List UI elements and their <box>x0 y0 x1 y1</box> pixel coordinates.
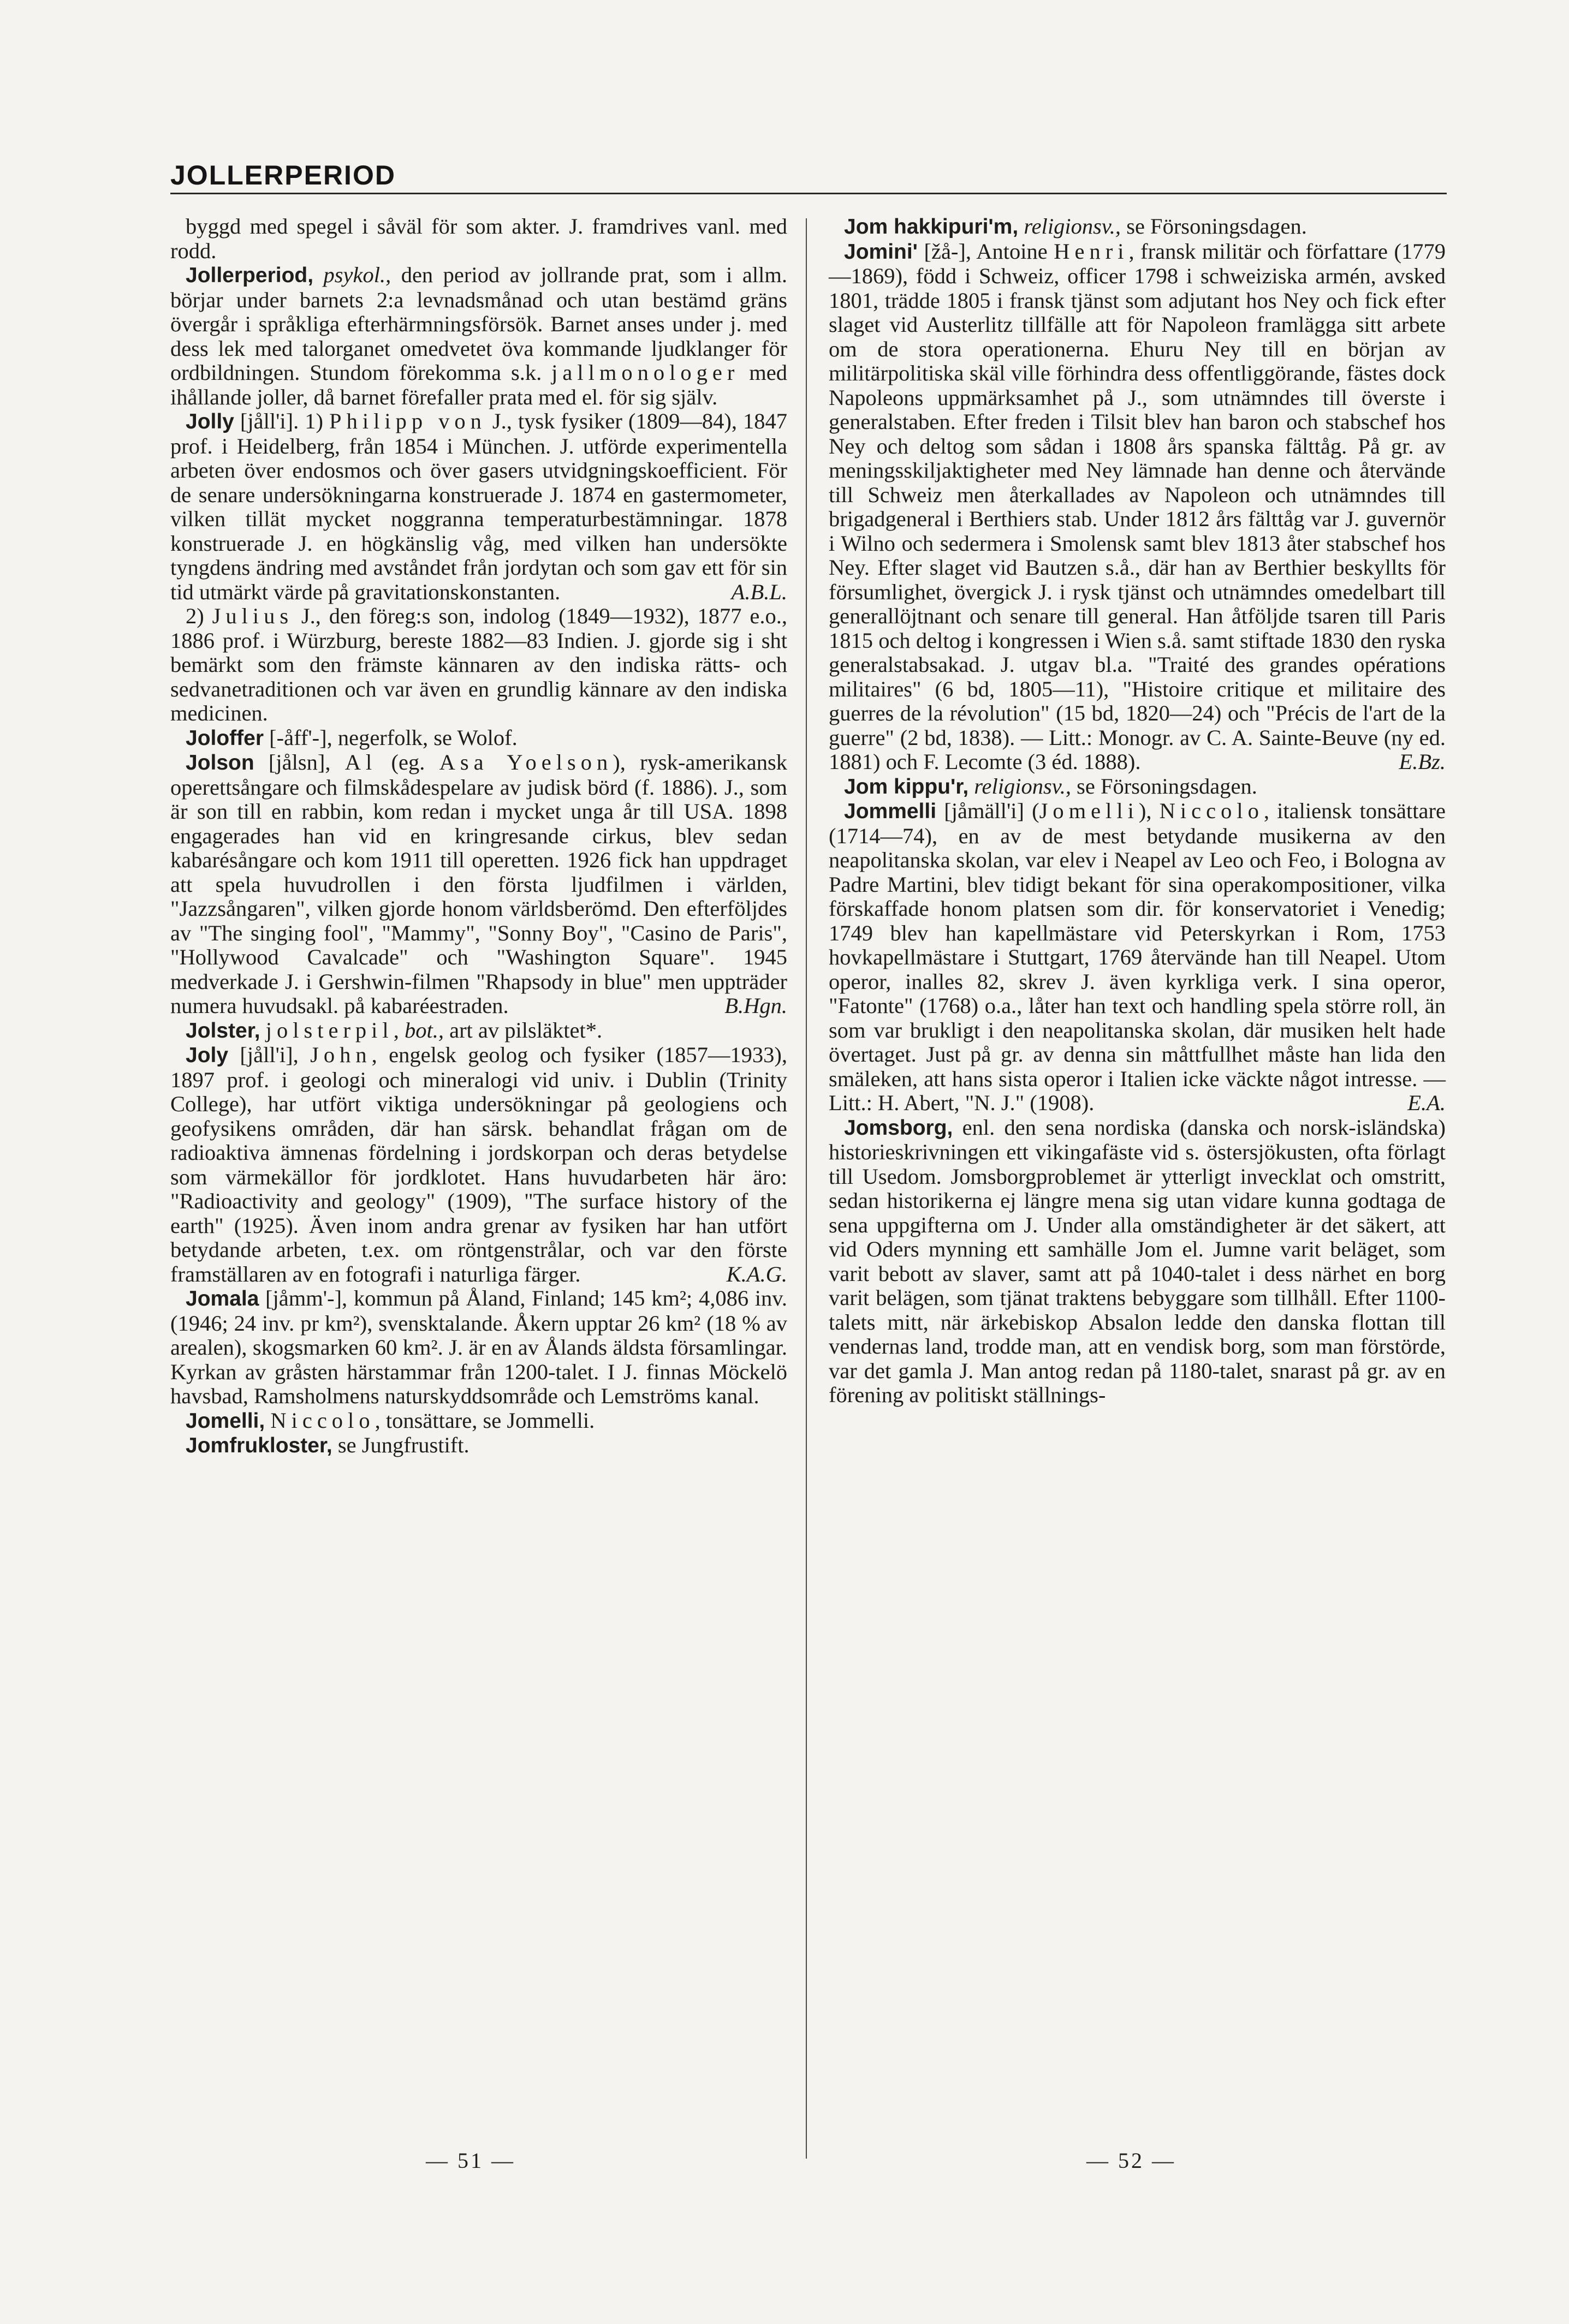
entry-spaced-name: Asa Yoelson <box>439 750 613 774</box>
entry-text: [jåmäll'i] ( <box>936 798 1039 823</box>
author-signature: B.Hgn. <box>724 993 787 1018</box>
entry-spaced-name: Al <box>344 750 377 774</box>
entry-jommelli <box>829 799 1446 1116</box>
entry-spaced-name: Niccolo <box>1159 798 1264 823</box>
entry-headword: Joloffer <box>186 726 264 750</box>
entry-text: , <box>393 1017 405 1042</box>
entry-text: se Försoningsdagen. <box>1121 214 1307 239</box>
author-signature: E.A. <box>1407 1091 1446 1115</box>
entry-jolly-2 <box>170 604 787 726</box>
entry-spaced-name: Niccolo <box>270 1408 375 1433</box>
entry-jolly-1 <box>170 409 787 604</box>
page-number-right: — 52 — <box>1086 2148 1176 2173</box>
entry-spaced-name: Henri <box>1054 239 1129 264</box>
entry-italic-label: bot., <box>404 1017 444 1042</box>
entry-text: enl. den sena nordiska (danska och norsk-isländska) historieskrivningen ett vikingafäste vid s. östersjökusten, ofta förlagt till Usedom. Jomsborgproblemet är ytterligt invecklat och omstritt, sedan historikerna ej längre mena sig utan vidare kunna godtaga de sena uppgifterna om J. Under alla omständigheter är det säkert, att vid Oders mynning ett samhälle Jom el. Jumne varit beläget, som varit bebott av slaver, samt att på 1040-talet i dess närhet en borg varit belägen, som tjänat traktens bebyggare som tillhåll. Efter 1100-talets mitt, när ärkebiskop Absalon ledde den danska flottan till vendernas land, trodde man, att en vendisk borg, som man förstörde, var det gamla J. Man antog redan på 1180-talet, snarast på gr. av en förening av politiskt ställnings- <box>829 1115 1446 1407</box>
entry-italic-label: psykol., <box>323 263 391 287</box>
entry-text: [žå-], Antoine <box>917 239 1054 264</box>
entry-text: [-åff'-], negerfolk, se Wolof. <box>264 725 518 750</box>
entry-jollerperiod <box>170 263 787 409</box>
entry-text: , tonsättare, se Jommelli. <box>375 1408 595 1433</box>
entry-text: , italiensk tonsättare (1714—74), en av de mest betydande musikerna av den neapolitanska skolan, var elev i Neapel av Leo och Feo, i Bologna av Padre Martini, blev tidigt bekant för sina operakompositioner, vilka förskaffade honom platsen som dir. för konservatoriet i Venedig; 1749 blev han kapellmästare vid Peterskyrkan i Rom, 1753 hovkapellmästare i Stuttgart, 1769 återvände han till Neapel. Utom operor, inalles 82, skrev J. även kyrkliga verk. I sina operor, "Fatonte" (1768) o.a., låter han text och handling spela större roll, än som var brukligt i den neapolitanska skolan, där musiken helt hade övertaget. Just på gr. av denna sin måttfullhet måste han lida den smäleken, att hans sista operor i Italien icke väckte något intresse. — Litt.: H. Abert, "N. J." (1908). <box>829 798 1446 1115</box>
entry-text: se Försoningsdagen. <box>1071 773 1257 798</box>
entry-text <box>265 1408 270 1433</box>
entry-text: (eg. <box>377 750 439 774</box>
entry-spaced-name: jolsterpil <box>265 1017 394 1042</box>
entry-headword: Jom hakkipuri'm, <box>844 215 1019 239</box>
entry-text: , fransk militär och författare (1779—1869), född i Schweiz, officer 1798 i schweiziska armén, avsked 1801, trädde 1805 i fransk tjänst som adjutant hos Ney och fick efter slaget vid Austerlitz tillfälle att för Napoleon framlägga sitt arbete om de stora operationerna. Ehuru Ney till en början av militärpolitiska skäl ville förhindra dess offentliggörande, fästes dock Napoleons uppmärksamhet på J., som utnämndes till överste i generalstaben. Efter freden i Tilsit blev han baron och stabschef hos Ney och deltog som sådan i 1808 års spanska fälttåg. På gr. av meningsskiljaktigheter med Ney lämnade han denne och återvände till Schweiz men återkallades av Napoleon och utnämndes till brigadgeneral i Berthiers stab. Under 1812 års fälttåg var J. guvernör i Wilno och sedermera i Smolensk samt blev 1813 åter stabschef hos Ney. Efter slaget vid Bautzen s.å., där han av Berthier beskyllts för försumlighet, övergick J. i rysk tjänst och utnämndes omedelbart till generallöjtnant och senare till general. Han åtföljde tsaren till Paris 1815 och deltog i kongressen i Wien s.å. samt stiftade 1830 den ryska generalstabsakad. J. utgav bl.a. "Traité des grandes opérations militaires" (6 bd, 1805—11), "Histoire critique et militaire des guerres de la révolution" (15 bd, 1820—24) och "Précis de l'art de la guerre" (2 bd, 1838). — Litt.: Monogr. av C. A. Sainte-Beuve (ny ed. 1881) och F. Lecomte (3 éd. 1888). <box>829 239 1446 774</box>
author-signature: K.A.G. <box>726 1261 787 1286</box>
entry-jomala <box>170 1286 787 1409</box>
left-column <box>170 214 787 1458</box>
entry-headword: Jomfrukloster, <box>186 1434 332 1457</box>
entry-spaced-name: Jomelli <box>1039 798 1139 823</box>
entry-headword: Jolson <box>186 751 254 774</box>
entry-headword: Jomala <box>186 1287 259 1310</box>
entry-jomini <box>829 240 1446 774</box>
entry-headword: Jollerperiod, <box>186 264 314 287</box>
running-head: JOLLERPERIOD <box>170 160 396 190</box>
entry-text: byggd med spegel i såväl för som akter. J. framdrives vanl. med rodd. <box>170 214 787 263</box>
entry-spaced-name: Philipp von <box>329 409 486 433</box>
entry-text: [jåll'i]. 1) <box>234 409 330 433</box>
entry-jolson <box>170 750 787 1018</box>
entry-text <box>313 263 323 287</box>
entry-text <box>260 1018 266 1042</box>
entry-text: J., den föreg:s son, indolog (1849—1932), 1877 e.o., 1886 prof. i Würzburg, bereste 1882—83 Indien. J. gjorde sig i sht bemärkt som den främste kännaren av den indiska rätts- och sedvanetraditionen och var även en grundlig kännare av den indiska medicinen. <box>170 604 787 725</box>
entry-text: 2) <box>186 604 212 628</box>
column-divider <box>806 218 807 2159</box>
entry-headword: Jomelli, <box>186 1409 265 1433</box>
entry-cont-jolle <box>170 214 787 263</box>
entry-joly <box>170 1043 787 1286</box>
entry-jomfrukloster <box>170 1433 787 1458</box>
entry-headword: Jom kippu'r, <box>844 774 969 798</box>
right-column <box>829 214 1446 1408</box>
entry-jomelli <box>170 1409 787 1434</box>
entry-headword: Jolster, <box>186 1018 260 1042</box>
entry-jom-hakkipurim <box>829 214 1446 240</box>
entry-headword: Joly <box>186 1044 229 1067</box>
entry-text: ), rysk-amerikansk operettsångare och filmskådespelare av judisk börd (f. 1886). J., som är son till en rabbin, kom redan i mycket unga år till USA. 1898 engagerades han vid en kringresande cirkus, blev sedan kabarésångare och kom 1911 till operetten. 1926 fick han uppdraget att spela huvudrollen i den första ljudfilmen i världen, "Jazzsångaren", vilken gjorde honom världsberömd. Den efterföljdes av "The singing fool", "Mammy", "Sonny Boy", "Casino de Paris", "Hollywood Cavalcade" och "Washington Square". 1945 medverkade J. i Gershwin-filmen "Rhapsody in blue" men uppträder numera huvudsakl. på kabaréestraden. <box>170 750 787 1018</box>
entry-text <box>1018 214 1024 239</box>
entry-text: , engelsk geolog och fysiker (1857—1933), 1897 prof. i geologi och mineralogi vid univ. i Dublin (Trinity College), har utfört viktiga undersökningar på geologiens och geofysikens områden, där han särsk. behandlat frågan om de radioaktiva ämnenas fördelning i jordskorpan och deras betydelse som värmekällor för jordklotet. Hans huvudarbeten här äro: "Radioactivity and geology" (1909), "The surface history of the earth" (1925). Även inom andra grenar av fysiken har han utfört betydande arbeten, t.ex. om röntgenstrålar, och var den förste framställaren av en fotografi i naturliga färger. <box>170 1042 787 1286</box>
entry-spaced-name: Julius <box>212 604 294 628</box>
entry-spaced-name: John <box>310 1042 372 1067</box>
page-number-left: — 51 — <box>426 2148 515 2173</box>
entry-headword: Jomsborg, <box>844 1116 953 1140</box>
entry-spaced-name: jallmonologer <box>551 360 740 385</box>
entry-text: [jåll'i], <box>228 1042 311 1067</box>
entry-text: [jålsn], <box>254 750 345 774</box>
entry-jom-kippur <box>829 774 1446 800</box>
entry-jomsborg <box>829 1116 1446 1408</box>
entry-joloffer <box>170 726 787 751</box>
entry-text: den period av jollrande prat, som i allm. börjar under barnets 2:a levnadsmånad och utan bestämd gräns övergår i språkliga efterhärmningsförsök. Barnet anses under j. med dess lek med talorganet omedvetet öva kommande ljudklanger för ordbildningen. Stundom förekomma s.k. <box>170 263 788 385</box>
entry-headword: Jommelli <box>844 800 937 823</box>
entry-headword: Jomini' <box>844 240 918 264</box>
entry-headword: Jolly <box>186 410 234 433</box>
header-rule <box>170 193 1447 194</box>
entry-italic-label: religionsv., <box>974 773 1072 798</box>
entry-text: med ihållande joller, då barnet förefaller prata med el. för sig själv. <box>170 360 787 409</box>
entry-text: art av pilsläktet*. <box>443 1017 603 1042</box>
entry-text: ), <box>1138 798 1160 823</box>
author-signature: E.Bz. <box>1399 749 1446 774</box>
entry-text: J., tysk fysiker (1809—84), 1847 prof. i Heidelberg, från 1854 i München. J. utförde experimentella arbeten över endosmos och över gasers utvidgningskoefficient. För de senare undersökningarna konstruerade J. 1874 en gastermometer, vilken tillät mycket noggranna temperaturbestämningar. 1878 konstruerade J. en högkänslig våg, med vilken han undersökte tyngdens ändring med avståndet från jordytan och som gav ett för sin tid utmärkt värde på gravitationskonstanten. <box>170 409 787 604</box>
entry-text <box>968 774 974 798</box>
entry-jolster <box>170 1018 787 1044</box>
entry-italic-label: religionsv., <box>1024 214 1121 239</box>
author-signature: A.B.L. <box>731 579 787 604</box>
entry-text: se Jungfrustift. <box>332 1433 469 1457</box>
entry-text: [jåmm'-], kommun på Åland, Finland; 145 km²; 4,086 inv. (1946; 24 inv. pr km²), svensktalande. Åkern upptar 26 km² (18 % av arealen), skogsmarken 60 km². J. är en av Ålands äldsta församlingar. Kyrkan av gråsten härstammar från 1200-talet. I J. finnas Möckelö havsbad, Ramsholmens naturskyddsområde och Lemströms kanal. <box>170 1286 787 1408</box>
